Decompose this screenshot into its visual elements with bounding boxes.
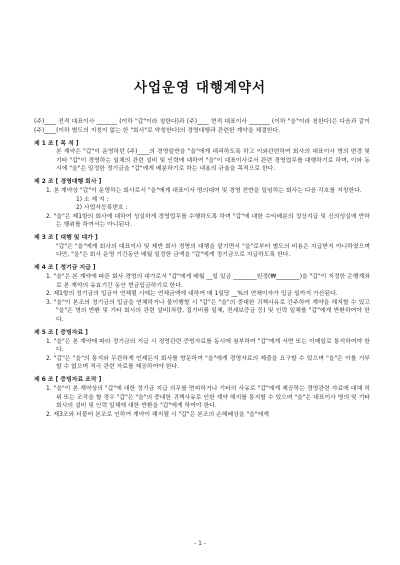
article-heading: 제 5 조 [ 증빙자료 ]	[34, 330, 88, 337]
article-subitem: 1) 소 재 지 :	[76, 196, 109, 203]
article-heading: 제 4 조 [ 정기금 지급 ]	[34, 265, 96, 272]
article-heading: 제 6 조 [ 증빙자료 조작 ]	[34, 377, 102, 384]
document-body	[34, 118, 370, 419]
article-2	[34, 178, 370, 230]
article-paragraph: 1. "을"이 본 계약상의 "갑"에 대한 정기금 지급 의무를 면피하거나 기타의 사유로 "갑"에게 제공하는 경영관련 자료에 대해 허위 또는 조작을 할 경우 "갑"은 "을"의 중대한 귀책사유로 인한 계약 해지를 통지할 수 있으며 "을"은 대표이사 명의 및 기타 회사의 설비 및 인력 일체에 대한 반환을 "갑"에게 하여야 한다.	[46, 385, 370, 410]
article-heading: 제 3 조 [ 대행 및 대가 ]	[34, 235, 98, 242]
intro-paragraph: (주)____ 전적 대표이사 _______ (이하 "갑"이라 칭한다)과 (주)____ 현적 대표이사 _______ (이하 "을"이라 칭한다)은 다음과 같이 (주)____(이하 별도의 지칭이 없는 한 "회사"로 약칭한다)의 경영대행과 관련한 계약을 체결한다.	[34, 119, 370, 134]
article-paragraph: 2. "갑"은 "을"의 통지와 무관하게 언제든지 회사를 방문하여 "을"에게 경영자료의 제출을 요구할 수 있으며 "을"은 이를 거부할 수 없으며 적극 관련 자료를 제공하여야 한다.	[46, 355, 370, 371]
article-heading: 제 2 조 [ 경영대행 회사 ]	[34, 179, 102, 186]
article-subitem: 2) 사업자등록번호 :	[76, 205, 128, 212]
article-paragraph: 2. "을"은 제1항의 회사에 대하여 성실하게 경영업무를 수행하도록 하며 "갑"에 대한 수익배분의 정상지급 및 신의성실에 반하는 행위를 하여서는 아니된다.	[46, 213, 370, 229]
article-6	[34, 376, 370, 419]
article-1	[34, 140, 370, 174]
article-paragraph: 1. "을"은 본 계약에 따른 회사 경영의 대가로서 "갑"에게 매월 __일 일금 ________원정(₩________)을 "갑"이 지정한 은행계좌로 본 계약의 유효기간 동안 현금입금하기로 한다.	[46, 274, 370, 289]
article-paragraph: 1. 본 계약상 "갑"이 운영하는 회사로서 "을"에게 대표이사 명의대여 및 경영 전반을 일임하는 회사는 다음 각호를 지칭한다.	[46, 187, 362, 194]
article-4	[34, 264, 370, 324]
article-paragraph: 2. 제3조와 더불어 본조로 인하여 계약이 해지될 시 "갑"은 본조의 손해배상을 "을"에게	[46, 411, 269, 418]
article-paragraph: 3. "을"이 본조의 정기금의 입금을 연체하거나 불이행할 시 "갑"은 "을"의 중대한 귀책사유로 간주하여 계약을 해지할 수 있고 "을"은 명의 반환 및 기타 회사의 관련 설비(차량, 집기비품 일체, 전세보증금 등) 및 인력 일체를 "갑"에게 반환하여야 한다.	[46, 299, 370, 324]
article-paragraph: "갑"은 "을"에게 회사의 대표이사 및 제반 회사 경영의 대행을 맡기면서 "을"로부터 별도의 비용은 지급받지 아니하였으며 다만, "을"은 회사 운영 기간동안 매월 일정한 금액을 "갑"에게 정기금으로 지급하도록 한다.	[56, 243, 370, 259]
article-paragraph: 본 계약은 "갑"이 운영하던 (주)____의 경영일반을 "을"에게 대리하도록 하고 이와관련하여 회사의 대표이사 명의 변경 및 기타 "갑"이 경영하는 일체의 관련 설비 및 인력에 대하여 "을"이 대표이사로서 관련 경영업무를 대행하기로 하며, 이와 동시에 "을"은 일정한 정기금을 "갑"에게 배분하기로 하는 내용의 규율을 목적으로 한다.	[56, 149, 370, 173]
page-number: - 1 -	[194, 540, 206, 547]
article-3	[34, 234, 370, 260]
article-paragraph: 1. "을"은 본 계약에 따라 정기금의 지급 시 경영관련 증빙자료를 동시에 첨부하여 "갑"에게 서면 또는 이메일로 통지하여야 한다.	[46, 338, 370, 354]
article-heading: 제 1 조 [ 목 적 ]	[34, 140, 79, 147]
article-paragraph: 2. 제1항의 정기금의 입금이 연체될 시에는 연체금액에 대하여 매 1일당 __%의 연체이자가 입금 일까지 가산된다.	[46, 291, 338, 298]
article-5	[34, 329, 370, 372]
document-title: 사업운영 대행계약서	[133, 80, 267, 96]
